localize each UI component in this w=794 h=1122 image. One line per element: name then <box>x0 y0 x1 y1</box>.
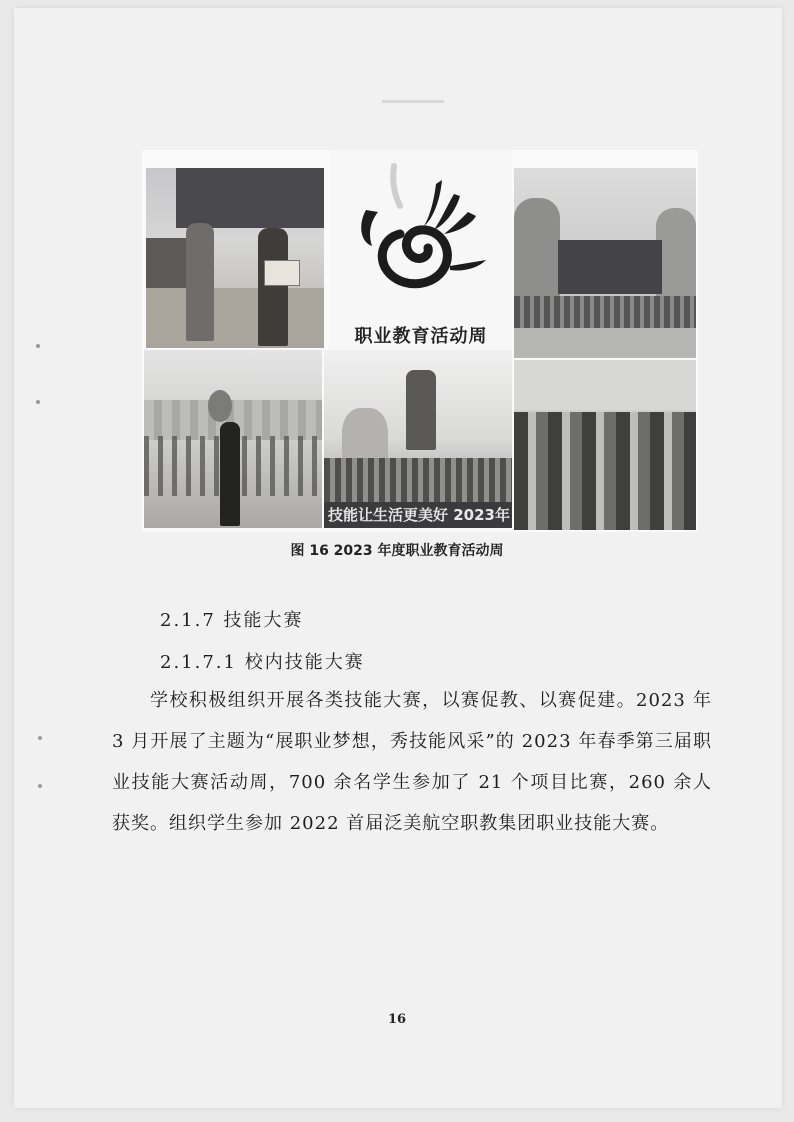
figure-caption: 图 16 2023 年度职业教育活动周 <box>290 543 504 559</box>
photo-tree <box>656 208 696 308</box>
photo-ground <box>146 288 324 348</box>
photo-ground <box>514 328 696 358</box>
photo-performers <box>514 296 696 330</box>
photo-flag <box>208 390 232 422</box>
photo-award-box <box>264 260 300 286</box>
photo-statue-ceremony <box>324 350 512 528</box>
photo-collage <box>142 150 698 532</box>
body-paragraph: 学校积极组织开展各类技能大赛，以赛促教、以赛促建。2023 年 3 月开展了主题为“展职业梦想，秀技能风采”的 2023 年春季第三届职业技能大赛活动周，700 余名学生参加了 21 个项目比赛，260 余人获奖。组织学生参加 2022 首届泛美航空职教集团职业技能大赛。 <box>112 690 712 834</box>
binding-hole <box>36 344 40 348</box>
photo-visitors <box>514 360 696 530</box>
photo-wall <box>514 360 696 410</box>
photo-award-winners <box>146 168 324 348</box>
page-number: 16 <box>387 1012 407 1027</box>
photo-stage-performance <box>514 168 696 358</box>
photo-figure <box>186 223 214 341</box>
binding-hole <box>38 784 42 788</box>
header-mark <box>382 100 444 103</box>
photo-slogan-banner: 技能让生活更美好 2023年 <box>324 502 512 528</box>
photo-crowd <box>324 458 512 502</box>
binding-hole <box>36 400 40 404</box>
photo-banner <box>176 168 324 228</box>
photo-group-exercise <box>144 350 322 528</box>
activity-week-logo <box>330 150 512 350</box>
photo-people <box>514 412 696 530</box>
photo-figure <box>258 228 288 346</box>
subsection-heading: 2.1.7.1 校内技能大赛 <box>160 652 365 673</box>
photo-tree <box>514 198 560 308</box>
photo-stage-screen <box>558 240 662 294</box>
logo-text: 职业教育活动周 <box>354 326 488 347</box>
photo-leader <box>220 422 240 526</box>
section-heading: 2.1.7 技能大赛 <box>160 610 304 631</box>
binding-hole <box>38 736 42 740</box>
logo-graphic <box>330 150 512 320</box>
photo-statue <box>406 370 436 450</box>
